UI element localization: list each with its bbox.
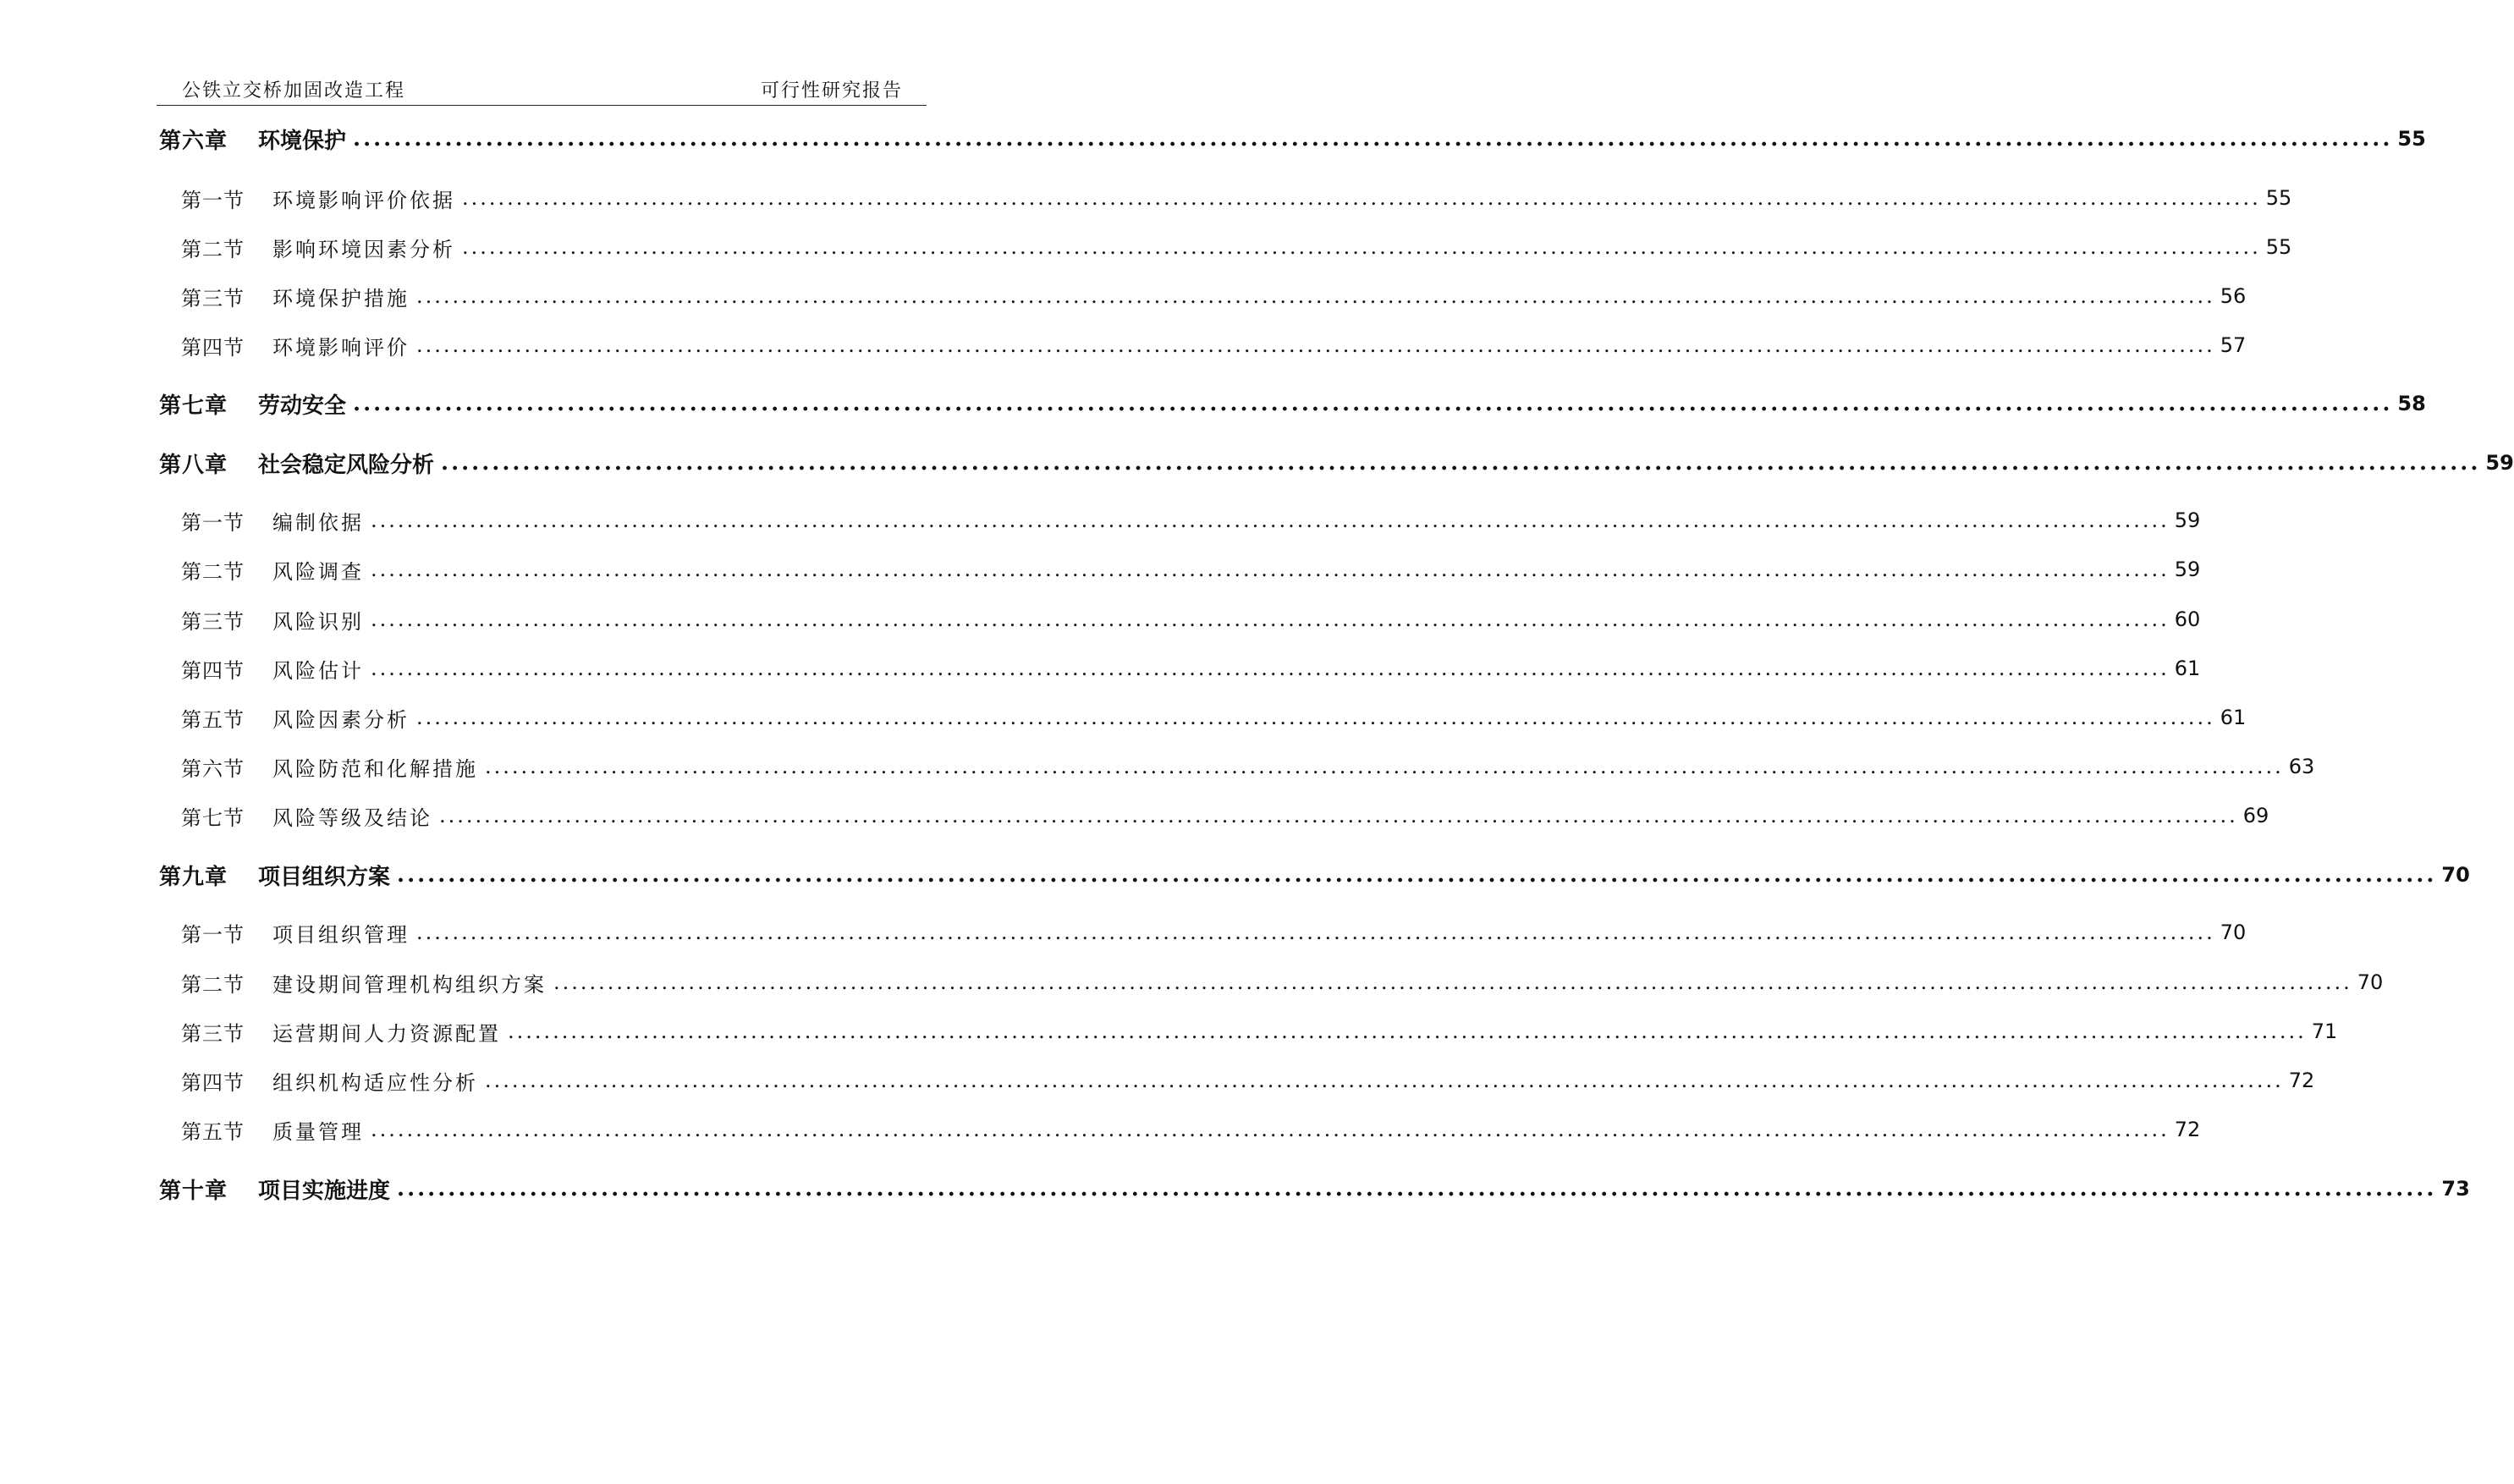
toc-entry-page-number: 57 xyxy=(2220,333,2247,357)
toc-entry-number: 第二节 xyxy=(181,559,245,584)
toc-entry-number: 第十章 xyxy=(159,1178,228,1204)
toc-chapter-entry[interactable] xyxy=(159,389,2426,419)
toc-entry-title: 劳动安全 xyxy=(258,393,347,419)
toc-section-entry[interactable] xyxy=(159,654,2201,683)
toc-entry-page-number: 60 xyxy=(2174,607,2201,631)
toc-entry-title: 环境影响评价依据 xyxy=(272,188,455,212)
toc-leader-dots: ........................................................................................................................................................................................................ xyxy=(416,284,2215,308)
toc-leader-dots: ........................................................................................................................................................................................................ xyxy=(371,607,2170,631)
toc-chapter-entry[interactable] xyxy=(159,860,2470,890)
toc-entry-page-number: 55 xyxy=(2265,186,2292,210)
header-project-name: 公铁立交桥加固改造工程 xyxy=(182,80,406,102)
page-header xyxy=(157,74,927,106)
toc-section-entry[interactable] xyxy=(159,184,2292,212)
toc-section-entry[interactable] xyxy=(159,1115,2201,1144)
toc-entry-page-number: 61 xyxy=(2220,706,2247,729)
toc-entry-page-number: 59 xyxy=(2174,558,2201,581)
toc-entry-number: 第一节 xyxy=(181,510,245,535)
toc-entry-title: 项目实施进度 xyxy=(258,1178,391,1204)
toc-entry-number: 第一节 xyxy=(181,188,245,212)
toc-section-entry[interactable] xyxy=(159,801,2269,830)
toc-entry-page-number: 72 xyxy=(2174,1118,2201,1141)
toc-chapter-entry[interactable] xyxy=(159,124,2426,154)
toc-entry-page-number: 63 xyxy=(2288,755,2315,778)
toc-entry-title: 风险防范和化解措施 xyxy=(272,756,478,781)
toc-leader-dots: ........................................................................................................................................................................................................ xyxy=(371,558,2170,581)
toc-chapter-entry[interactable] xyxy=(159,1174,2470,1204)
toc-entry-page-number: 72 xyxy=(2288,1069,2315,1092)
toc-entry-number: 第九章 xyxy=(159,864,228,890)
toc-entry-number: 第八章 xyxy=(159,452,228,478)
toc-entry-title: 组织机构适应性分析 xyxy=(272,1070,478,1095)
toc-entry-page-number: 55 xyxy=(2397,127,2426,151)
toc-entry-number: 第三节 xyxy=(181,1021,245,1046)
toc-leader-dots: ........................................................................................................................................................................................................ xyxy=(508,1020,2307,1043)
toc-leader-dots: ........................................................................................................................................................................................................ xyxy=(353,126,2393,151)
toc-entry-title: 建设期间管理机构组织方案 xyxy=(272,972,547,997)
toc-section-entry[interactable] xyxy=(159,752,2315,781)
toc-chapter-entry[interactable] xyxy=(159,448,2514,478)
toc-leader-dots: ........................................................................................................................................................................................................ xyxy=(462,235,2261,259)
toc-entry-number: 第六章 xyxy=(159,128,228,154)
toc-section-entry[interactable] xyxy=(159,703,2247,732)
toc-leader-dots: ........................................................................................................................................................................................................ xyxy=(439,804,2238,827)
toc-entry-number: 第四节 xyxy=(181,1070,245,1095)
toc-entry-title: 影响环境因素分析 xyxy=(272,237,455,261)
header-report-type: 可行性研究报告 xyxy=(760,80,903,102)
toc-leader-dots: ........................................................................................................................................................................................................ xyxy=(485,1069,2284,1092)
toc-leader-dots: ........................................................................................................................................................................................................ xyxy=(485,755,2284,778)
toc-entry-title: 风险调查 xyxy=(272,559,364,584)
toc-entry-page-number: 70 xyxy=(2441,863,2470,887)
toc-section-entry[interactable] xyxy=(159,918,2247,947)
toc-entry-number: 第二节 xyxy=(181,237,245,261)
toc-leader-dots: ........................................................................................................................................................................................................ xyxy=(371,657,2170,680)
toc-leader-dots: ........................................................................................................................................................................................................ xyxy=(353,391,2393,416)
toc-section-entry[interactable] xyxy=(159,506,2201,535)
toc-entry-number: 第七章 xyxy=(159,393,228,419)
toc-entry-page-number: 70 xyxy=(2357,970,2384,994)
toc-section-entry[interactable] xyxy=(159,555,2201,584)
toc-section-entry[interactable] xyxy=(159,282,2247,311)
toc-entry-title: 社会稳定风险分析 xyxy=(258,452,435,478)
toc-section-entry[interactable] xyxy=(159,605,2201,634)
toc-entry-title: 环境保护措施 xyxy=(272,286,410,311)
toc-entry-title: 编制依据 xyxy=(272,510,364,535)
toc-entry-number: 第六节 xyxy=(181,756,245,781)
toc-leader-dots: ........................................................................................................................................................................................................ xyxy=(462,186,2261,210)
toc-leader-dots: ........................................................................................................................................................................................................ xyxy=(371,508,2170,532)
toc-entry-title: 运营期间人力资源配置 xyxy=(272,1021,501,1046)
toc-entry-title: 项目组织方案 xyxy=(258,864,391,890)
toc-entry-number: 第四节 xyxy=(181,335,245,360)
toc-entry-number: 第三节 xyxy=(181,609,245,634)
toc-leader-dots: ........................................................................................................................................................................................................ xyxy=(441,450,2481,475)
toc-entry-title: 质量管理 xyxy=(272,1119,364,1144)
toc-entry-number: 第四节 xyxy=(181,658,245,683)
toc-entry-page-number: 73 xyxy=(2441,1177,2470,1201)
toc-leader-dots: ........................................................................................................................................................................................................ xyxy=(397,862,2437,888)
toc-entry-number: 第三节 xyxy=(181,286,245,311)
toc-section-entry[interactable] xyxy=(159,1017,2338,1046)
toc-entry-title: 风险估计 xyxy=(272,658,364,683)
toc-entry-number: 第一节 xyxy=(181,922,245,947)
toc-entry-number: 第七节 xyxy=(181,805,245,830)
toc-entry-title: 风险因素分析 xyxy=(272,707,410,732)
toc-leader-dots: ........................................................................................................................................................................................................ xyxy=(416,921,2215,944)
toc-entry-page-number: 69 xyxy=(2242,804,2269,827)
toc-entry-number: 第五节 xyxy=(181,1119,245,1144)
toc-leader-dots: ........................................................................................................................................................................................................ xyxy=(416,706,2215,729)
toc-entry-title: 环境影响评价 xyxy=(272,335,410,360)
toc-section-entry[interactable] xyxy=(159,331,2247,360)
toc-entry-page-number: 56 xyxy=(2220,284,2247,308)
toc-entry-title: 环境保护 xyxy=(258,128,347,154)
toc-entry-page-number: 59 xyxy=(2174,508,2201,532)
toc-leader-dots: ........................................................................................................................................................................................................ xyxy=(416,333,2215,357)
toc-leader-dots: ........................................................................................................................................................................................................ xyxy=(397,1176,2437,1201)
toc-entry-page-number: 55 xyxy=(2265,235,2292,259)
toc-entry-number: 第二节 xyxy=(181,972,245,997)
toc-section-entry[interactable] xyxy=(159,1066,2315,1095)
toc-entry-page-number: 59 xyxy=(2485,451,2514,475)
toc-section-entry[interactable] xyxy=(159,233,2292,261)
toc-section-entry[interactable] xyxy=(159,968,2384,997)
toc-entry-page-number: 61 xyxy=(2174,657,2201,680)
toc-entry-number: 第五节 xyxy=(181,707,245,732)
toc-leader-dots: ........................................................................................................................................................................................................ xyxy=(371,1118,2170,1141)
toc-entry-page-number: 58 xyxy=(2397,392,2426,415)
toc-entry-title: 风险识别 xyxy=(272,609,364,634)
toc-entry-page-number: 70 xyxy=(2220,921,2247,944)
toc-entry-title: 风险等级及结论 xyxy=(272,805,432,830)
toc-entry-page-number: 71 xyxy=(2311,1020,2338,1043)
toc-leader-dots: ........................................................................................................................................................................................................ xyxy=(553,970,2352,994)
toc-entry-title: 项目组织管理 xyxy=(272,922,410,947)
